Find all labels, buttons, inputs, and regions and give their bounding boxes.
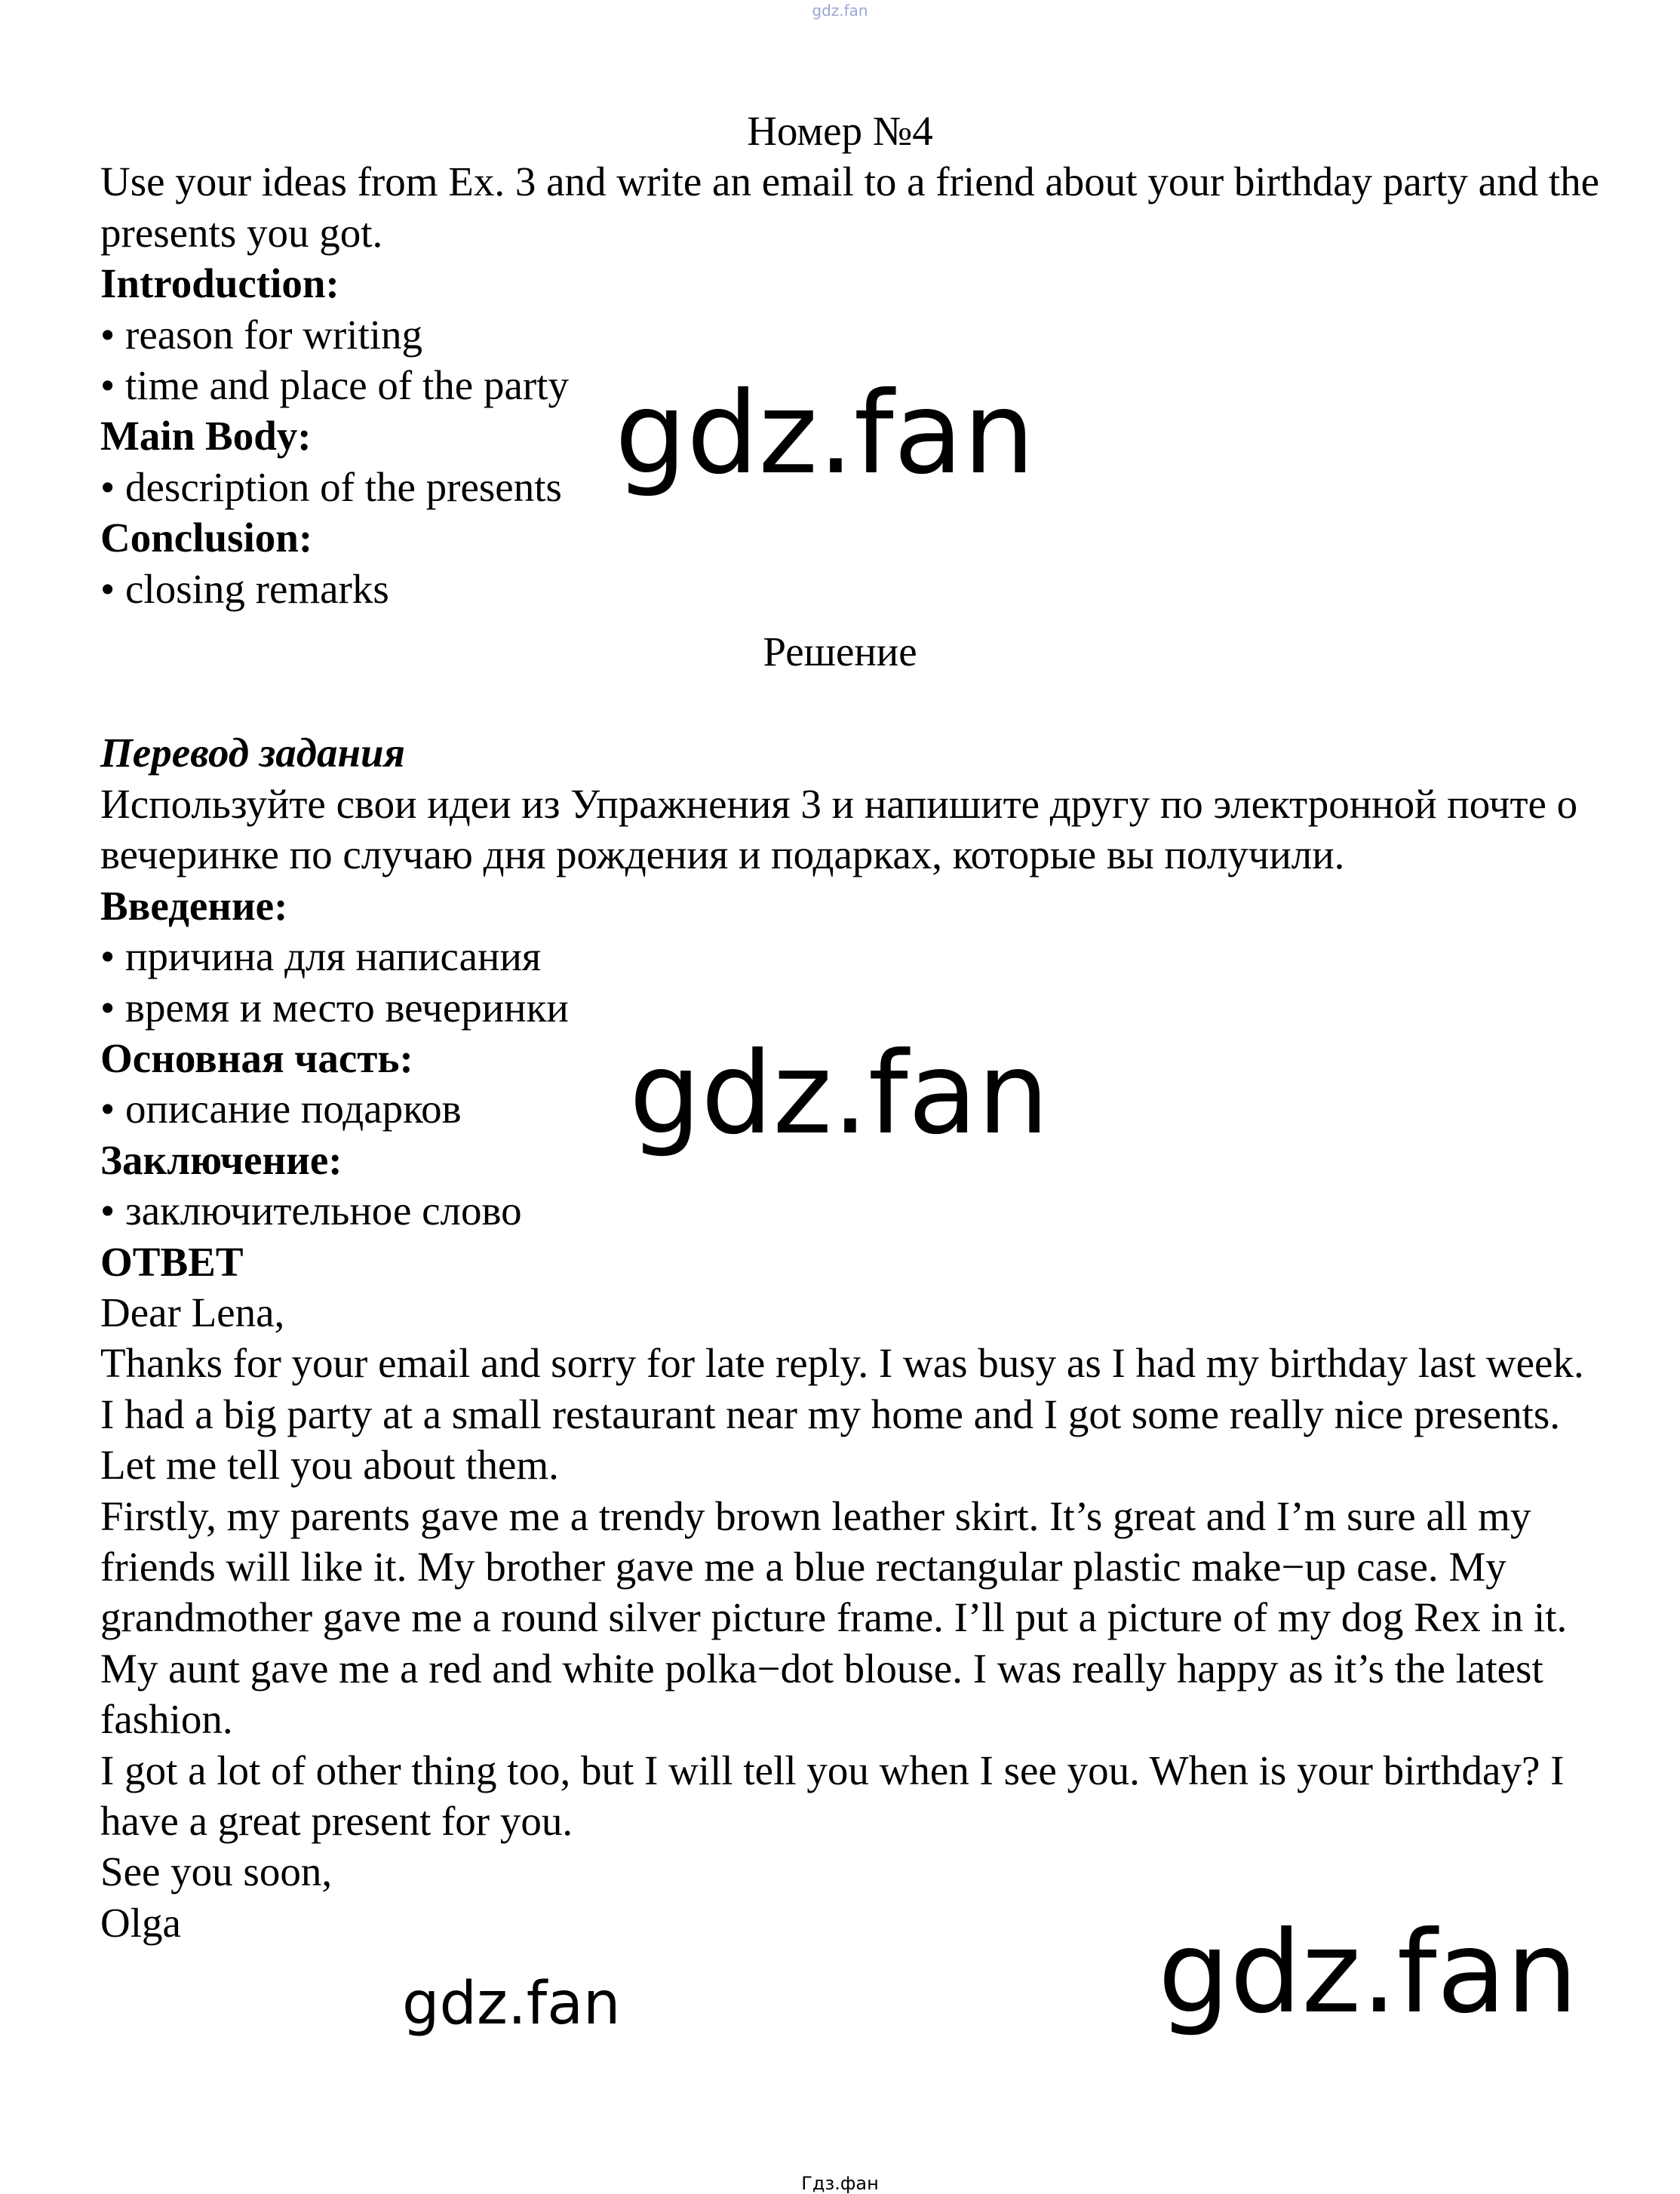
task-main-body-heading: Main Body: bbox=[100, 413, 312, 459]
footer-watermark: Гдз.фан bbox=[801, 2173, 879, 2194]
letter-paragraph: Firstly, my parents gave me a trendy brown leather skirt. It’s great and I’m sure all my friends will like it. My brother gave me a blue rectangular plastic make−up case. My grandmother gave me a round silver picture frame. I’ll put a picture of my dog Rex in it. My aunt gave me a red and white polka−dot blouse. I was really happy as it’s the latest fashion. bbox=[100, 1492, 1568, 1743]
translation-conclusion-heading: Заключение: bbox=[100, 1136, 342, 1183]
translation-introduction-item: • время и место вечеринки bbox=[100, 984, 569, 1031]
letter-paragraph: Thanks for your email and sorry for late reply. I was busy as I had my birthday last week. I had a big party at a small restaurant near my home and I got some really nice presents. Let me tell you about them. bbox=[100, 1340, 1584, 1489]
task-text: Use your ideas from Ex. 3 and write an email to a friend about your birthday party and the presents you got. bbox=[100, 158, 1600, 256]
letter-signature: Olga bbox=[100, 1899, 181, 1946]
task-conclusion-item: • closing remarks bbox=[100, 565, 389, 612]
watermark: gdz.fan bbox=[615, 368, 1035, 499]
task-introduction-item: • reason for writing bbox=[100, 311, 423, 358]
translation-text: Используйте свои идеи из Упражнения 3 и напишите другу по электронной почте о вечеринке по случаю дня рождения и подарках, которые вы получили. bbox=[100, 780, 1578, 878]
translation-heading: Перевод задания bbox=[100, 730, 405, 776]
translation-main-body-heading: Основная часть: bbox=[100, 1034, 413, 1081]
answer-heading: ОТВЕТ bbox=[100, 1238, 244, 1285]
watermark: gdz.fan bbox=[629, 1028, 1049, 1160]
translation-introduction-heading: Введение: bbox=[100, 882, 288, 929]
letter-paragraph: I got a lot of other thing too, but I will tell you when I see you. When is your birthday? I have a great present for you. bbox=[100, 1747, 1565, 1844]
translation-introduction-item: • причина для написания bbox=[100, 933, 542, 980]
task-conclusion-heading: Conclusion: bbox=[100, 515, 313, 561]
letter-closing: See you soon, bbox=[100, 1848, 333, 1895]
letter-greeting: Dear Lena, bbox=[100, 1289, 285, 1335]
solution-heading: Решение bbox=[763, 628, 917, 675]
task-introduction-heading: Introduction: bbox=[100, 260, 339, 307]
task-main-body-item: • description of the presents bbox=[100, 463, 562, 510]
header-watermark: gdz.fan bbox=[812, 2, 868, 20]
task-introduction-item: • time and place of the party bbox=[100, 362, 569, 409]
page-title: Номер №4 bbox=[747, 108, 933, 154]
translation-main-body-item: • описание подарков bbox=[100, 1086, 462, 1132]
watermark: gdz.fan bbox=[402, 1970, 621, 2038]
watermark: gdz.fan bbox=[1158, 1907, 1578, 2039]
translation-conclusion-item: • заключительное слово bbox=[100, 1188, 522, 1234]
